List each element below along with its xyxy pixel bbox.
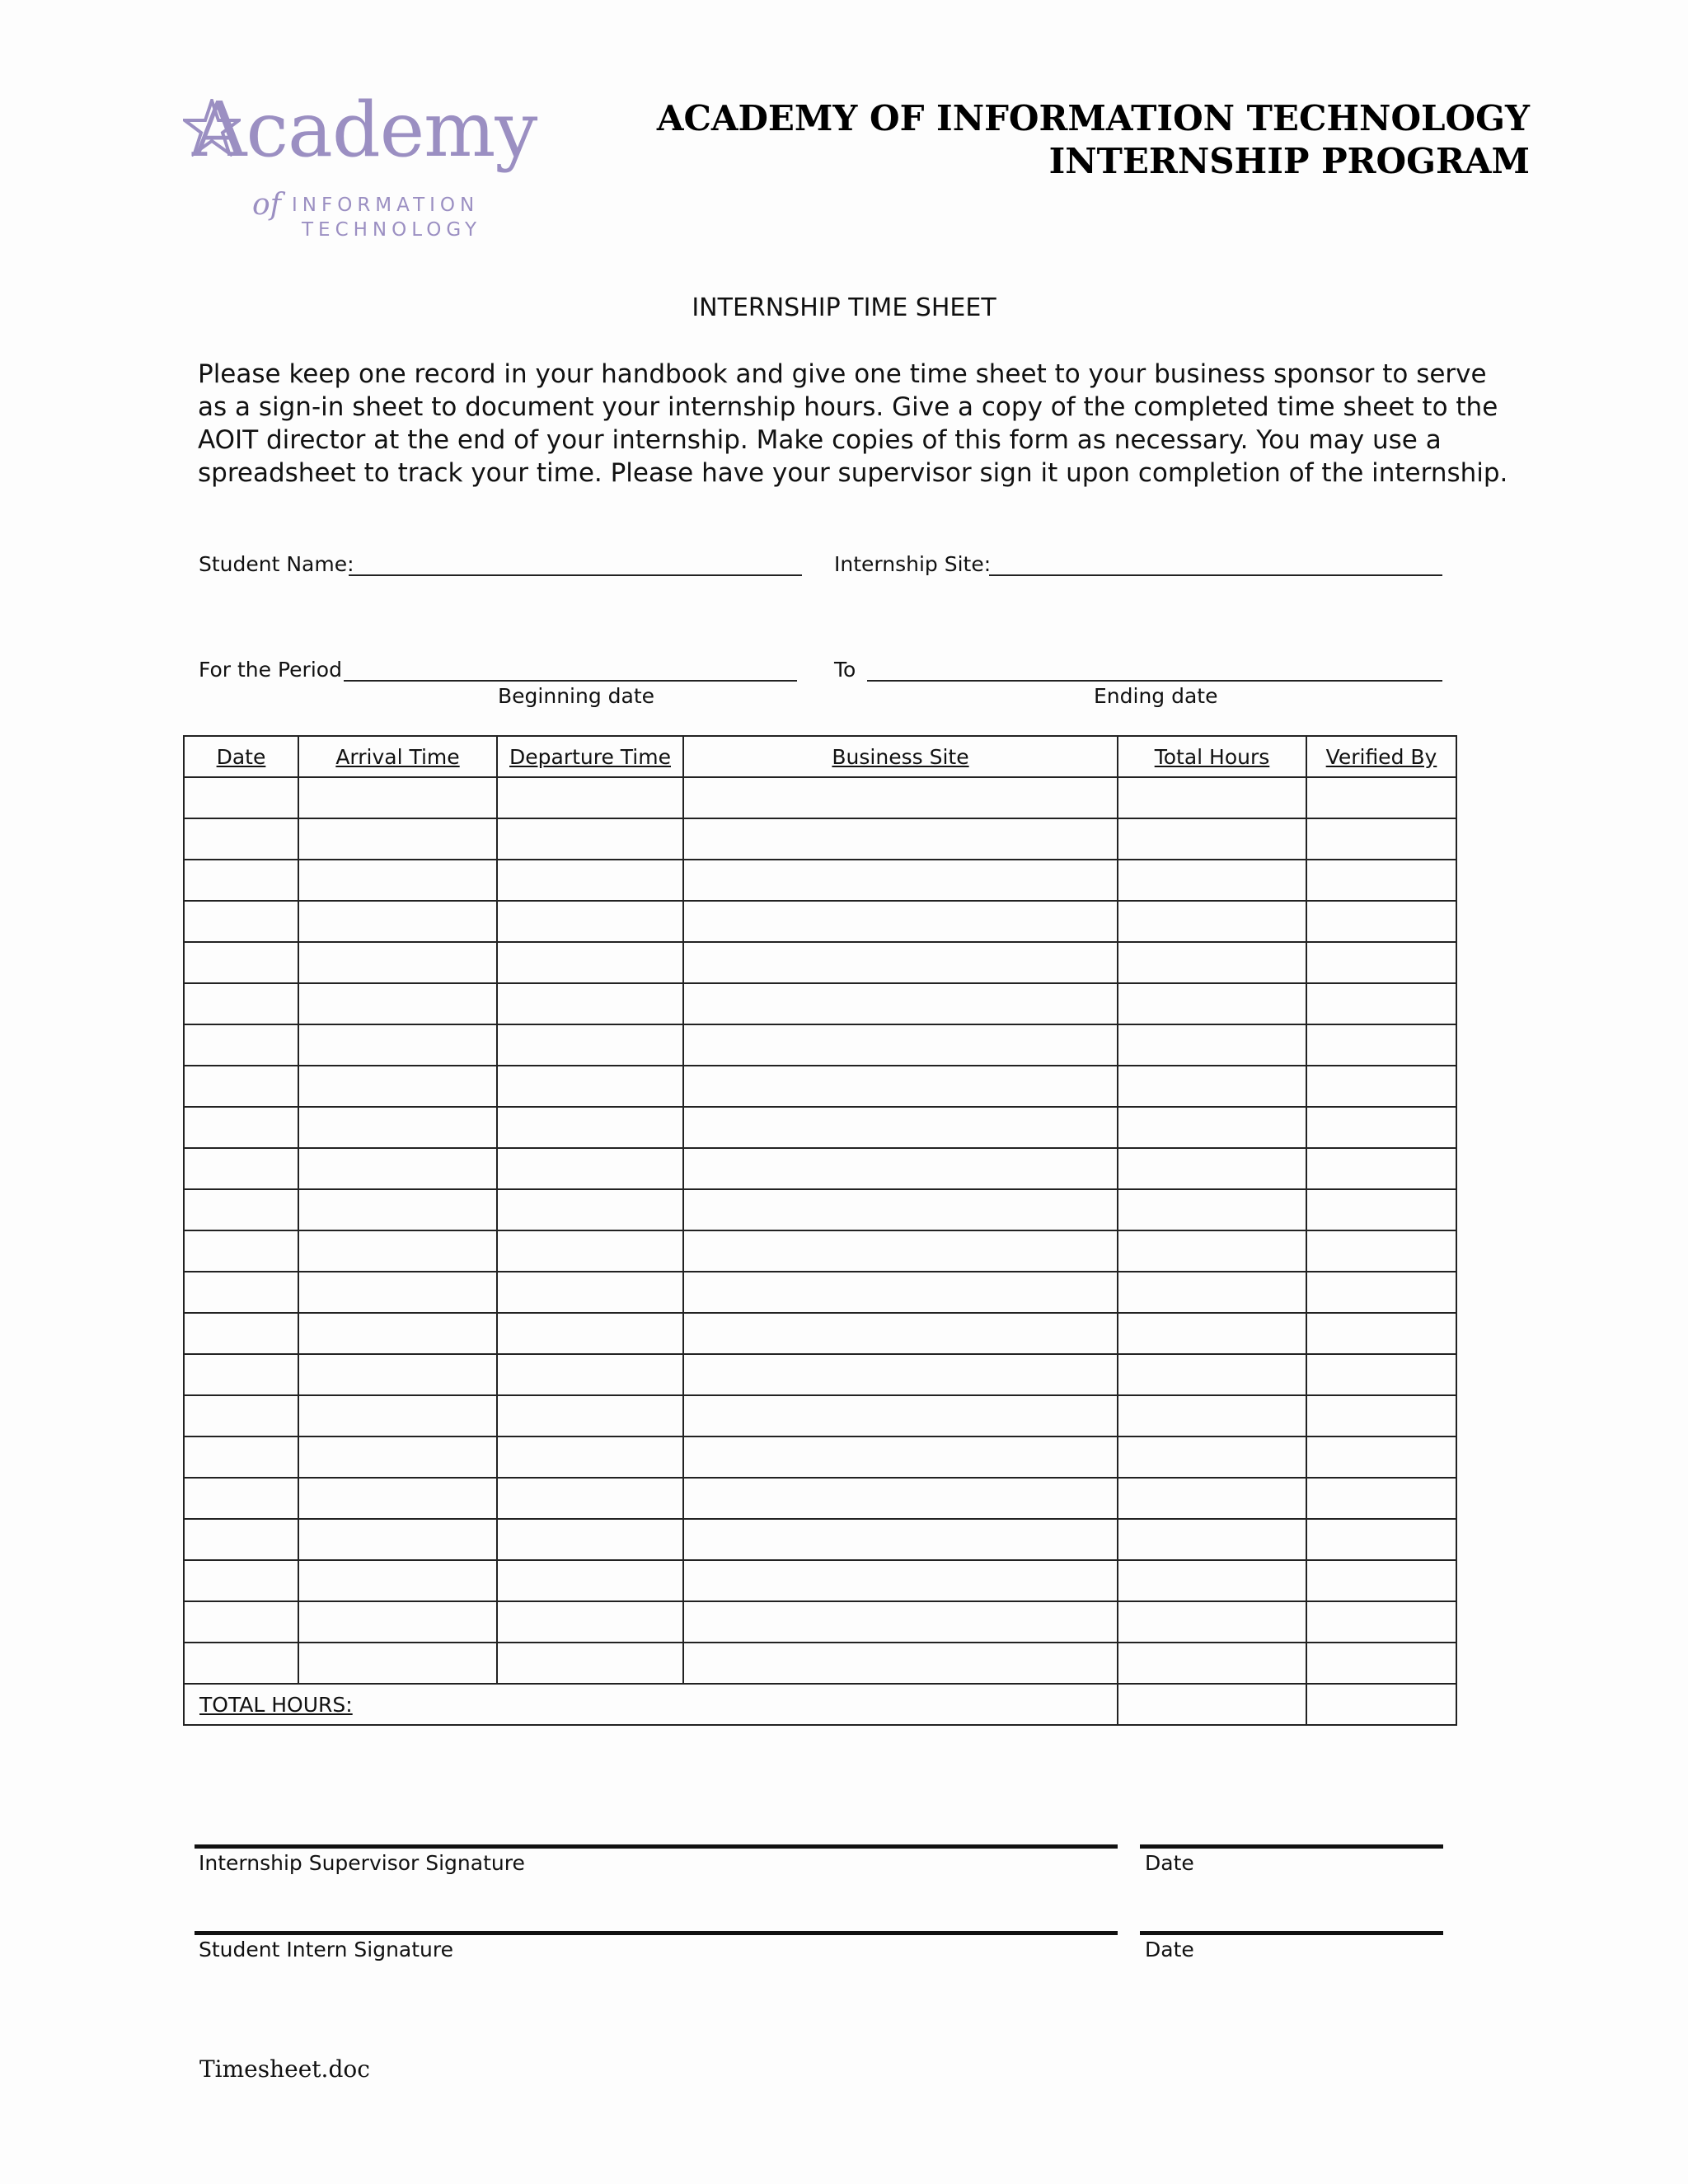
table-cell[interactable]: [184, 860, 298, 901]
table-cell[interactable]: [184, 1560, 298, 1601]
table-cell[interactable]: [298, 860, 497, 901]
table-cell[interactable]: [1118, 1230, 1306, 1272]
table-cell[interactable]: [683, 1313, 1118, 1354]
table-cell[interactable]: [683, 1354, 1118, 1395]
table-row: [184, 818, 1456, 860]
column-header: Departure Time: [497, 736, 683, 777]
table-cell[interactable]: [184, 1436, 298, 1478]
table-cell[interactable]: [184, 1272, 298, 1313]
table-cell[interactable]: [184, 1148, 298, 1189]
table-cell[interactable]: [497, 777, 683, 818]
table-row: [184, 1313, 1456, 1354]
to-label: To: [834, 658, 856, 682]
table-row: [184, 1107, 1456, 1148]
table-cell[interactable]: [497, 1354, 683, 1395]
table-cell[interactable]: [497, 1024, 683, 1066]
table-cell[interactable]: [1118, 1395, 1306, 1436]
student-signature-line[interactable]: [195, 1931, 1118, 1935]
table-row: [184, 1354, 1456, 1395]
logo-line1: INFORMATION: [292, 194, 480, 216]
table-cell[interactable]: [298, 1148, 497, 1189]
table-cell[interactable]: [497, 1643, 683, 1684]
table-cell[interactable]: [1118, 1313, 1306, 1354]
table-cell[interactable]: [298, 1024, 497, 1066]
beginning-date-caption: Beginning date: [498, 684, 655, 708]
table-cell[interactable]: [497, 1107, 683, 1148]
supervisor-signature-line[interactable]: [195, 1844, 1118, 1849]
student-date-line[interactable]: [1140, 1931, 1443, 1935]
table-cell[interactable]: [1306, 1313, 1456, 1354]
table-cell[interactable]: [683, 1148, 1118, 1189]
table-cell[interactable]: [1118, 1024, 1306, 1066]
table-cell[interactable]: [1306, 1436, 1456, 1478]
table-row: [184, 1230, 1456, 1272]
supervisor-signature-label: Internship Supervisor Signature: [199, 1851, 525, 1875]
table-cell[interactable]: [1118, 860, 1306, 901]
table-cell[interactable]: [497, 1560, 683, 1601]
student-date-label: Date: [1145, 1938, 1194, 1961]
table-cell[interactable]: [497, 818, 683, 860]
table-cell[interactable]: [683, 1107, 1118, 1148]
table-cell[interactable]: [1118, 777, 1306, 818]
internship-site-field[interactable]: [989, 574, 1442, 576]
table-cell[interactable]: [683, 860, 1118, 901]
table-cell[interactable]: [1306, 1601, 1456, 1643]
column-header: Date: [184, 736, 298, 777]
table-cell[interactable]: [497, 983, 683, 1024]
table-cell[interactable]: [184, 1189, 298, 1230]
total-hours-label: TOTAL HOURS:: [184, 1684, 1118, 1725]
table-cell[interactable]: [1118, 818, 1306, 860]
table-cell[interactable]: [497, 1272, 683, 1313]
table-cell[interactable]: [298, 1643, 497, 1684]
table-row: [184, 901, 1456, 942]
table-cell[interactable]: [184, 1066, 298, 1107]
column-header: Arrival Time: [298, 736, 497, 777]
table-cell[interactable]: [1306, 1643, 1456, 1684]
logo-wordmark: Academy: [192, 86, 537, 174]
table-cell[interactable]: [1306, 1148, 1456, 1189]
logo-line2: TECHNOLOGY: [302, 219, 482, 241]
table-cell[interactable]: [298, 1395, 497, 1436]
table-cell[interactable]: [683, 942, 1118, 983]
table-cell[interactable]: [298, 983, 497, 1024]
table-cell[interactable]: [683, 1560, 1118, 1601]
table-cell[interactable]: [1306, 901, 1456, 942]
table-cell[interactable]: [184, 1643, 298, 1684]
table-cell[interactable]: [1118, 1107, 1306, 1148]
table-cell[interactable]: [683, 983, 1118, 1024]
column-header: Total Hours: [1118, 736, 1306, 777]
table-cell[interactable]: [298, 901, 497, 942]
table-cell[interactable]: [184, 1478, 298, 1519]
table-row: [184, 1148, 1456, 1189]
table-cell[interactable]: [1118, 942, 1306, 983]
table-row: [184, 1643, 1456, 1684]
table-cell[interactable]: [298, 1313, 497, 1354]
table-cell[interactable]: [298, 1519, 497, 1560]
table-row: [184, 1395, 1456, 1436]
table-cell[interactable]: [298, 777, 497, 818]
table-cell[interactable]: [1306, 1066, 1456, 1107]
table-cell[interactable]: [683, 818, 1118, 860]
table-cell[interactable]: [1306, 1107, 1456, 1148]
table-cell[interactable]: [497, 1148, 683, 1189]
table-row: [184, 1189, 1456, 1230]
table-cell[interactable]: [298, 1354, 497, 1395]
ending-date-field[interactable]: [867, 680, 1442, 682]
table-cell[interactable]: [683, 777, 1118, 818]
table-cell[interactable]: [1118, 1643, 1306, 1684]
table-cell[interactable]: [683, 1436, 1118, 1478]
table-cell[interactable]: [497, 1436, 683, 1478]
table-cell[interactable]: [298, 1066, 497, 1107]
student-name-field[interactable]: [349, 574, 802, 576]
total-hours-cell[interactable]: [1306, 1684, 1456, 1725]
table-cell[interactable]: [683, 1189, 1118, 1230]
table-cell[interactable]: [497, 1189, 683, 1230]
table-row: [184, 1478, 1456, 1519]
table-cell[interactable]: [1118, 1189, 1306, 1230]
table-cell[interactable]: [1118, 1478, 1306, 1519]
table-cell[interactable]: [1306, 942, 1456, 983]
table-cell[interactable]: [497, 1519, 683, 1560]
logo-of: of: [252, 188, 281, 222]
table-row: [184, 777, 1456, 818]
table-row: [184, 860, 1456, 901]
table-cell[interactable]: [1306, 860, 1456, 901]
table-cell[interactable]: [298, 1107, 497, 1148]
table-cell[interactable]: [1306, 1395, 1456, 1436]
table-cell[interactable]: [1306, 983, 1456, 1024]
column-header: Verified By: [1306, 736, 1456, 777]
table-cell[interactable]: [184, 901, 298, 942]
table-cell[interactable]: [298, 1560, 497, 1601]
table-cell[interactable]: [1118, 1354, 1306, 1395]
table-cell[interactable]: [683, 901, 1118, 942]
academy-logo: [188, 86, 537, 249]
table-cell[interactable]: [1306, 818, 1456, 860]
table-cell[interactable]: [497, 1395, 683, 1436]
period-label: For the Period: [199, 658, 342, 682]
table-cell[interactable]: [1118, 1436, 1306, 1478]
table-row: [184, 1601, 1456, 1643]
beginning-date-field[interactable]: [344, 680, 797, 682]
table-cell[interactable]: [184, 818, 298, 860]
table-cell[interactable]: [1306, 777, 1456, 818]
table-cell[interactable]: [1306, 1230, 1456, 1272]
table-row: [184, 1560, 1456, 1601]
table-cell[interactable]: [298, 1436, 497, 1478]
header-line2: INTERNSHIP PROGRAM: [1048, 141, 1530, 181]
intro-paragraph: Please keep one record in your handbook and give one time sheet to your business sponsor to serve as a sign-in sheet to document your internship hours. Give a copy of the completed time sheet to the AOIT director at the end of your internship. Make copies of this form as necessary. You may use a spreadsheet to track your time. Please have your supervisor sign it upon completion of the internship.: [198, 359, 1508, 488]
table-cell[interactable]: [184, 777, 298, 818]
table-cell[interactable]: [1118, 1601, 1306, 1643]
table-row: [184, 1436, 1456, 1478]
table-cell[interactable]: [497, 1478, 683, 1519]
page-title: INTERNSHIP TIME SHEET: [692, 293, 996, 322]
table-cell[interactable]: [683, 1230, 1118, 1272]
table-row: [184, 1024, 1456, 1066]
table-cell[interactable]: [497, 860, 683, 901]
table-cell[interactable]: [497, 1066, 683, 1107]
table-cell[interactable]: [683, 1519, 1118, 1560]
table-cell[interactable]: [184, 983, 298, 1024]
table-cell[interactable]: [298, 1601, 497, 1643]
student-signature-label: Student Intern Signature: [199, 1938, 453, 1961]
table-cell[interactable]: [497, 901, 683, 942]
table-cell[interactable]: [497, 1601, 683, 1643]
table-cell[interactable]: [184, 1107, 298, 1148]
supervisor-date-line[interactable]: [1140, 1844, 1443, 1849]
header-line1: ACADEMY OF INFORMATION TECHNOLOGY: [656, 98, 1530, 138]
table-cell[interactable]: [184, 1230, 298, 1272]
table-cell[interactable]: [1118, 1519, 1306, 1560]
table-cell[interactable]: [184, 1395, 298, 1436]
table-cell[interactable]: [298, 1230, 497, 1272]
table-cell[interactable]: [1306, 1354, 1456, 1395]
table-cell[interactable]: [298, 942, 497, 983]
table-cell[interactable]: [683, 1643, 1118, 1684]
table-cell[interactable]: [683, 1395, 1118, 1436]
table-cell[interactable]: [497, 1230, 683, 1272]
table-cell[interactable]: [683, 1024, 1118, 1066]
table-cell[interactable]: [298, 818, 497, 860]
table-cell[interactable]: [184, 1601, 298, 1643]
table-cell[interactable]: [184, 1519, 298, 1560]
table-cell[interactable]: [1118, 1560, 1306, 1601]
table-cell[interactable]: [184, 942, 298, 983]
table-cell[interactable]: [1118, 901, 1306, 942]
table-cell[interactable]: [683, 1601, 1118, 1643]
student-name-label: Student Name:: [199, 552, 354, 576]
time-sheet-table: [183, 735, 1457, 1726]
internship-site-label: Internship Site:: [834, 552, 992, 576]
table-cell[interactable]: [1118, 1066, 1306, 1107]
table-cell[interactable]: [298, 1189, 497, 1230]
table-cell[interactable]: [683, 1478, 1118, 1519]
table-cell[interactable]: [1118, 1272, 1306, 1313]
table-cell[interactable]: [1118, 1148, 1306, 1189]
total-hours-cell[interactable]: [1118, 1684, 1306, 1725]
table-cell[interactable]: [1306, 1272, 1456, 1313]
table-cell[interactable]: [1306, 1189, 1456, 1230]
supervisor-date-label: Date: [1145, 1851, 1194, 1875]
table-cell[interactable]: [184, 1024, 298, 1066]
ending-date-caption: Ending date: [1094, 684, 1218, 708]
table-cell[interactable]: [298, 1272, 497, 1313]
table-cell[interactable]: [298, 1478, 497, 1519]
table-cell[interactable]: [1306, 1560, 1456, 1601]
table-cell[interactable]: [184, 1313, 298, 1354]
table-row: [184, 1519, 1456, 1560]
table-cell[interactable]: [1306, 1024, 1456, 1066]
table-cell[interactable]: [184, 1354, 298, 1395]
table-cell[interactable]: [1306, 1478, 1456, 1519]
footer-filename: Timesheet.doc: [199, 2055, 370, 2083]
table-cell[interactable]: [497, 1313, 683, 1354]
table-row: [184, 1272, 1456, 1313]
table-row: [184, 1066, 1456, 1107]
column-header: Business Site: [683, 736, 1118, 777]
table-row: [184, 983, 1456, 1024]
table-header-row: [184, 736, 1456, 777]
table-cell[interactable]: [1118, 983, 1306, 1024]
table-cell[interactable]: [1306, 1519, 1456, 1560]
table-cell[interactable]: [683, 1066, 1118, 1107]
table-cell[interactable]: [683, 1272, 1118, 1313]
table-row: [184, 942, 1456, 983]
total-hours-row: [184, 1684, 1456, 1725]
table-cell[interactable]: [497, 942, 683, 983]
